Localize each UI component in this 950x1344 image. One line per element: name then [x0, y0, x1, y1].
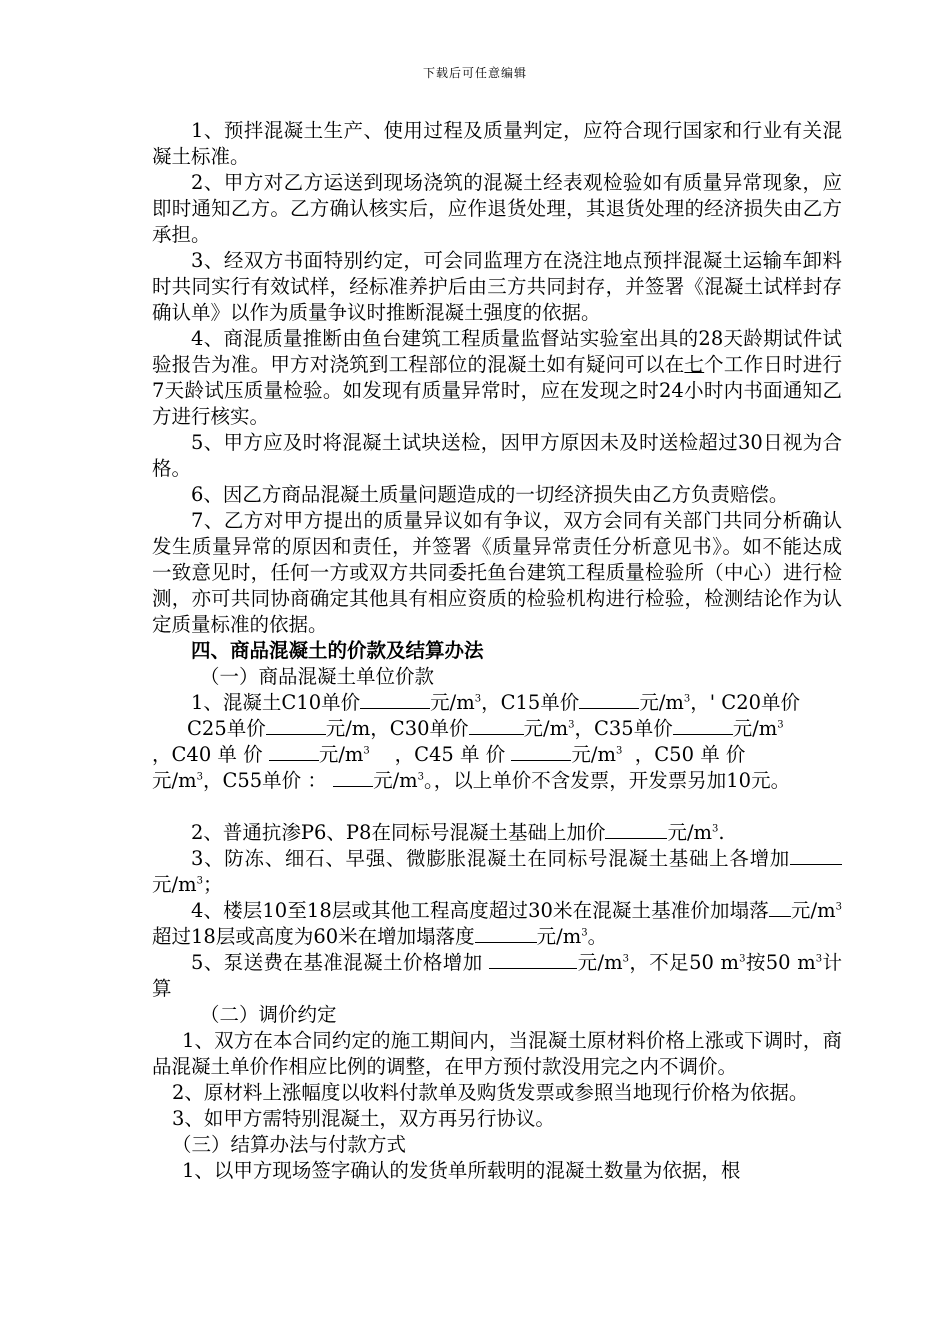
paragraph-test-block: 5、甲方应及时将混凝土试块送检，因甲方原因未及时送检超过30日视为合格。: [152, 431, 842, 480]
blank-slump-1[interactable]: [769, 898, 791, 917]
document-body: [152, 118, 842, 1184]
blank-c55[interactable]: [333, 768, 373, 787]
paragraph-adjust-1: 1、双方在本合同约定的施工期间内，当混凝土原材料价格上涨或下调时，商品混凝土单价作相应比例的调整，在甲方预付款没用完之内不调价。: [152, 1029, 842, 1078]
blank-anti-seepage[interactable]: [605, 820, 667, 839]
section-heading-price: 四、商品混凝土的价款及结算办法: [191, 639, 484, 662]
price-line-2: C25单价 元/m，C30单价 元$/m^3$，C35单价 元$/m^3$: [187, 717, 784, 740]
blank-c30[interactable]: [469, 716, 524, 735]
blank-c15[interactable]: [579, 690, 639, 709]
item-special-concrete: 3、防冻、细石、早强、微膨胀混凝土在同标号混凝土基础上各增加元$/m^3$；: [152, 846, 842, 898]
paragraph-inspection: 2、甲方对乙方运送到现场浇筑的混凝土经表观检验如有质量异常现象，应即时通知乙方。乙方确认核实后，应作退货处理，其退货处理的经济损失由乙方承担。: [152, 171, 842, 246]
item-pumping-fee: 5、泵送费在基准混凝土价格增加 元$/m^3$，不足50 $m^3$按50 $m^3$计算: [152, 951, 842, 1000]
blank-c10[interactable]: [360, 690, 430, 709]
blank-c45[interactable]: [511, 742, 571, 761]
blank-pumping[interactable]: [489, 950, 577, 969]
underlined-days: 七: [684, 353, 705, 376]
blank-c40[interactable]: [269, 742, 319, 761]
subheading-price-adjustment: （二）调价约定: [200, 1003, 337, 1026]
price-line-4: 元$/m^3$，C55单价 ： 元$/m^3$。，以上单价不含发票，开发票另加10元。: [152, 769, 791, 792]
blank-c25[interactable]: [266, 716, 326, 735]
paragraph-quality-standard: 1、预拌混凝土生产、使用过程及质量判定，应符合现行国家和行业有关混凝土标准。: [152, 119, 842, 168]
paragraph-compensation: 6、因乙方商品混凝土质量问题造成的一切经济损失由乙方负责赔偿。: [191, 483, 789, 506]
paragraph-dispute: 7、乙方对甲方提出的质量异议如有争议，双方会同有关部门共同分析确认发生质量异常的原因和责任，并签署《质量异常责任分析意见书》。如不能达成一致意见时，任何一方或双方共同委托鱼台建筑工程质量检验所（中心）进行检测，亦可共同协商确定其他具有相应资质的检验机构进行检验，检测结论作为认定质量标准的依据。: [152, 509, 842, 636]
paragraph-settle-1: 1、以甲方现场签字确认的发货单所载明的混凝土数量为依据，根: [182, 1159, 741, 1182]
paragraph-sampling: 3、经双方书面特别约定，可会同监理方在浇注地点预拌混凝土运输车卸料时共同实行有效试样，经标准养护后由三方共同封存，并签署《混凝土试样封存确认单》以作为质量争议时推断混凝土强度的依据。: [152, 249, 842, 324]
price-line-1: 1、混凝土C10单价 元$/m^3$，C15单价 元$/m^3$，' C20单价: [191, 691, 801, 714]
subheading-unit-price: （一）商品混凝土单位价款: [200, 665, 435, 688]
paragraph-adjust-3: 3、如甲方需特别混凝土，双方再另行协议。: [172, 1107, 555, 1130]
paragraph-adjust-2: 2、原材料上涨幅度以收料付款单及购货发票或参照当地现行价格为依据。: [172, 1081, 809, 1104]
blank-special[interactable]: [790, 846, 842, 865]
spacer: [152, 794, 842, 820]
price-line-3: ，C40 单 价 元$/m^3$ ，C45 单 价 元$/m^3$ ，C50 单 价: [152, 743, 746, 766]
page-header: 下载后可任意编辑: [422, 66, 527, 80]
subheading-settlement: （三）结算办法与付款方式: [172, 1133, 407, 1156]
item-anti-seepage: 2、普通抗渗P6、P8在同标号混凝土基础上加价 元$/m^3$.: [191, 821, 725, 844]
paragraph-quality-judgement: 4、商混质量推断由鱼台建筑工程质量监督站实验室出具的28天龄期试件试验报告为准。甲方对浇筑到工程部位的混凝土如有疑问可以在七个工作日时进行7天龄试压质量检验。如发现有质量异常时，应在发现之时24小时内书面通知乙方进行核实。: [152, 327, 842, 428]
blank-slump-2[interactable]: [475, 924, 537, 943]
item-floor-height: 4、楼层10至18层或其他工程高度超过30米在混凝土基准价加塌落 元$/m^3$超过18层或高度为60米在增加塌落度 元$/m^3$。: [152, 899, 842, 948]
blank-c35[interactable]: [673, 716, 733, 735]
